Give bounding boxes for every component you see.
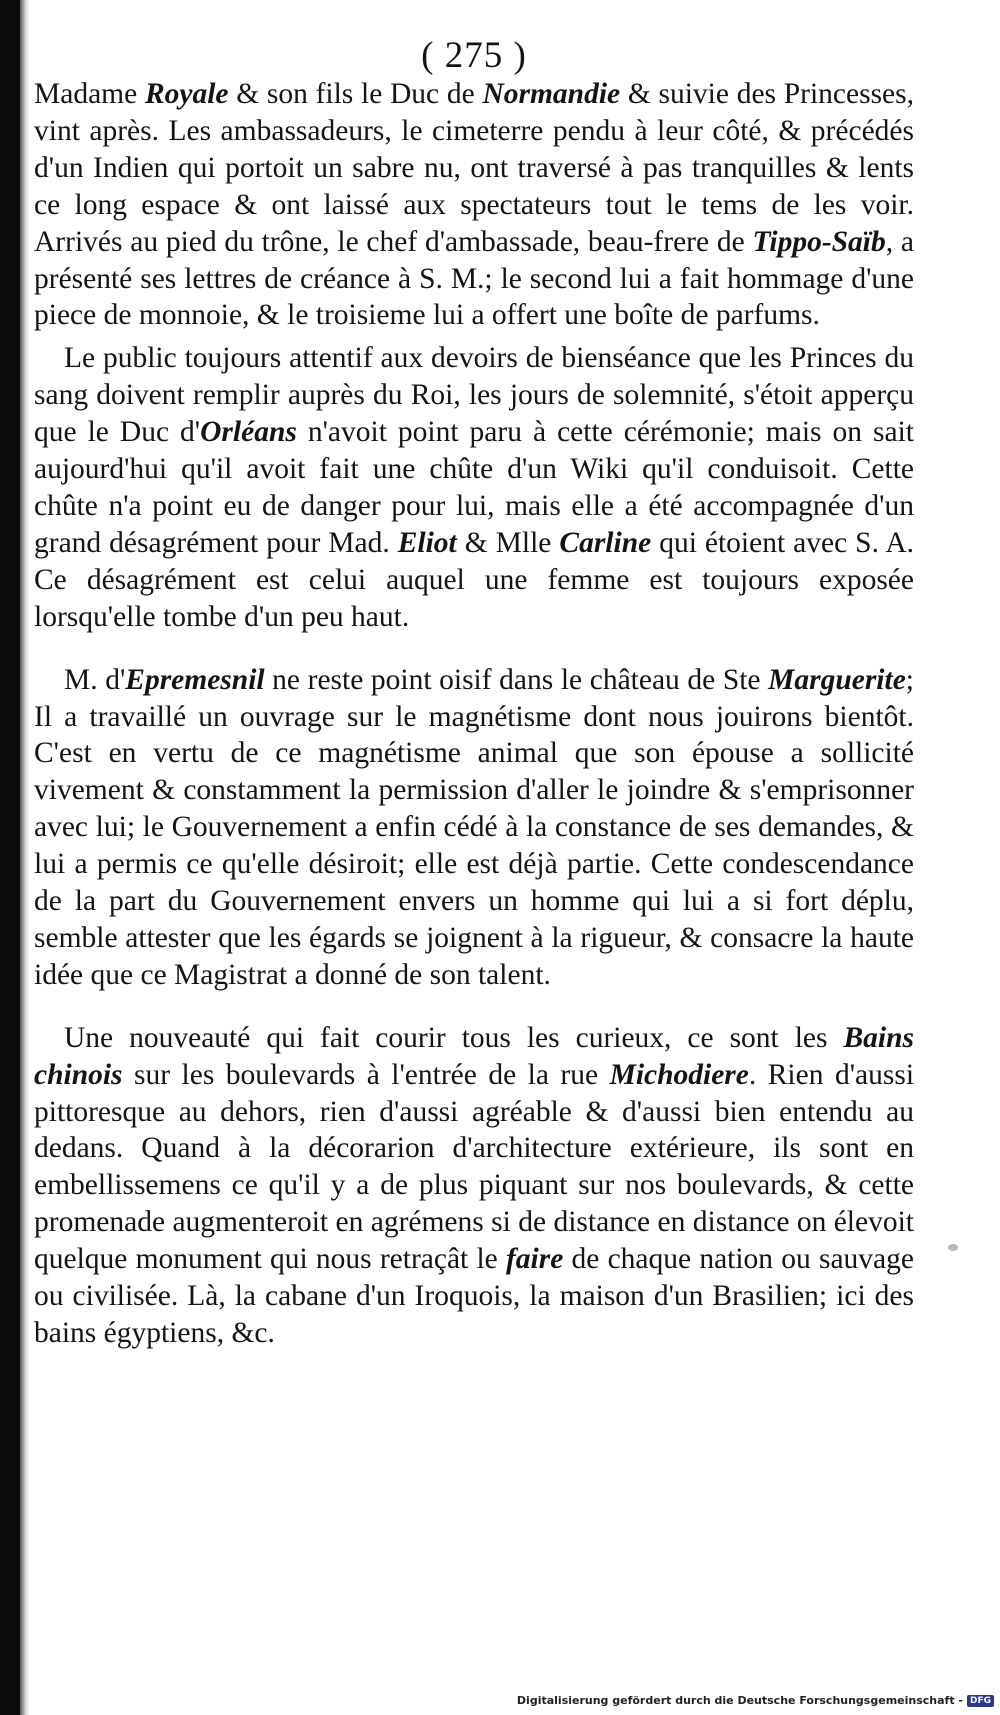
text-run: sur les boulevards à l'entrée de la rue — [122, 1058, 610, 1091]
text-run: & son fils le Duc de — [228, 78, 483, 110]
text-run: . Rien d'aussi pittoresque au dehors, rien d'aussi agréable & d'aussi bien entendu au dedans. Quand à la décorarion d'architecture extérieure, ils sont en embellissemens ce qu'il y a de plus piquant sur nos boulevards, & cette promenade augmenteroit en agrémens si de distance en distance on élevoit quelque monument qui nous retraçât le — [34, 1058, 915, 1276]
text-run: Une nouveauté qui fait courir tous les curieux, ce sont les — [64, 1021, 844, 1054]
dfg-logo: DFG — [967, 1695, 994, 1707]
italic-run: Orléans — [200, 416, 297, 449]
page-number: ( 275 ) — [421, 35, 527, 76]
paragraph-3 — [34, 662, 914, 994]
italic-run: Royale — [144, 78, 229, 110]
italic-run: faire — [505, 1243, 564, 1276]
text-run: ; Il a travaillé un ouvrage sur le magnétisme dont nous jouirons bientôt. C'est en vertu de ce magnétisme animal que son épouse a sollicité vivement & constamment la permission d'aller le joindre & s'emprisonner avec lui; le Gouvernement a enfin cédé à la constance de ses demandes, & lui a permis ce qu'elle désiroit; elle est déjà partie. Cette condescendance de la part du Gouvernement envers un homme qui lui a si fort déplu, semble attester que les égards se joignent à la rigueur, & consacre la haute idée que ce Magistrat a donné de son talent. — [34, 663, 914, 991]
paragraph-gap — [34, 994, 914, 1020]
ink-speck — [948, 1244, 958, 1251]
italic-run: Marguerite — [768, 663, 906, 696]
italic-run: Carline — [559, 526, 652, 559]
text-run: Le public toujours attentif aux devoirs de bienséance que les Princes du sang doivent remplir auprès du Roi, les jours de solemnité, s'étoit apperçu que le Duc d' — [34, 342, 914, 449]
scan-binding-edge — [0, 0, 20, 1715]
text-run: qui étoient avec S. A. Ce désagrément est celui auquel une femme est toujours exposée lorsqu'elle tombe d'un peu haut. — [34, 526, 914, 633]
italic-run: Normandie — [482, 78, 621, 110]
text-run: M. d' — [64, 663, 126, 696]
book-page — [34, 36, 914, 1352]
text-run: de chaque nation ou sauvage ou civilisée. Là, la cabane d'un Iroquois, la maison d'un Brasilien; ici des bains égyptiens, &c. — [34, 1243, 914, 1349]
credit-text: Digitalisierung gefördert durch die Deutsche Forschungsgemeinschaft - — [516, 1694, 963, 1707]
paragraph-gap — [34, 636, 914, 662]
paragraph-2 — [34, 340, 914, 635]
digitization-credit — [517, 1694, 994, 1707]
text-run: & Mlle — [456, 526, 560, 559]
paragraph-4 — [34, 1020, 914, 1352]
text-run: Madame — [34, 78, 145, 110]
italic-run: Tippo-Saïb — [752, 225, 886, 258]
italic-run: Eliot — [397, 526, 457, 559]
paragraph-1 — [34, 76, 914, 334]
italic-run: Michodiere — [609, 1058, 749, 1091]
text-run: n'avoit point paru à cette cérémonie; mais on sait aujourd'hui qu'il avoit fait une chûte d'un Wiki qu'il conduisoit. Cette chûte n'a point eu de danger pour lui, mais elle a été accompagnée d'un grand désagrément pour Mad. — [34, 416, 914, 559]
italic-run: Bains chinois — [34, 1021, 914, 1091]
text-run: & suivie des Princesses, vint après. Les ambassadeurs, le cimeterre pendu à leur côté, & précédés d'un Indien qui portoit un sabre nu, ont traversé à pas tranquilles & lents ce long espace & ont laissé aux spectateurs tout le tems de les voir. Arrivés au pied du trône, le chef d'ambassade, beau-frere de — [34, 78, 915, 258]
text-run: ne reste point oisif dans le château de Ste — [264, 663, 769, 696]
scan-binding-shadow — [20, 0, 30, 1715]
text-run: , a présenté ses lettres de créance à S. M.; le second lui a fait hommage d'une piece de monnoie, & le troisieme lui a offert une boîte de parfums. — [34, 225, 914, 332]
italic-run: Epremesnil — [125, 663, 265, 696]
